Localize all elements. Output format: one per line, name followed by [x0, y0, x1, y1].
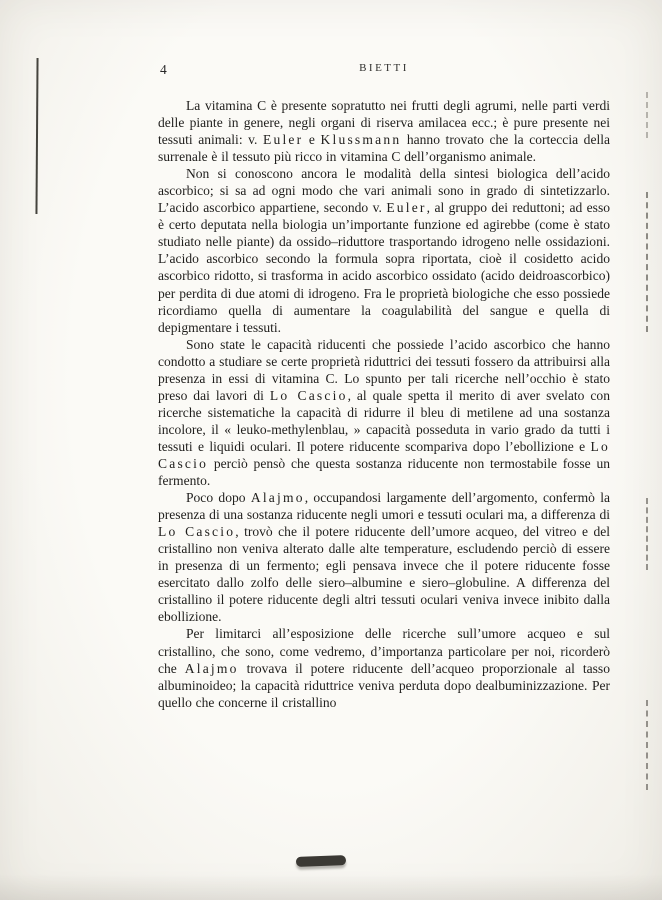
text-segment: , occupandosi largamente dell’argomento, confermò la presenza di una sostanza riducente negli umori e tessuti oculari ma, a differenza di — [158, 490, 610, 523]
scan-artifact-right-dash — [646, 192, 648, 332]
page-content — [158, 62, 610, 711]
bottom-edge-shade — [0, 874, 662, 900]
text-segment: trovava il potere riducente dell’acqueo proporzionale al tasso albuminoideo; la capacità riduttrice veniva perduta dopo dealbuminizzazione. Per quello che concerne il cristallino — [158, 660, 610, 710]
paragraph — [158, 489, 610, 625]
paragraph — [158, 165, 610, 335]
text-segment: Lo Cascio — [158, 524, 236, 540]
text-segment: Lo Cascio — [269, 387, 348, 403]
scan-artifact-right-dash — [646, 700, 648, 790]
running-title: BIETTI — [359, 62, 409, 74]
scan-artifact-right-dash — [646, 92, 648, 138]
text-block — [158, 97, 610, 711]
text-segment: perciò pensò che questa sostanza riducente non termostabile fosse un fermento. — [158, 455, 610, 489]
text-segment: Alajmo — [184, 660, 239, 676]
paragraph — [158, 97, 610, 165]
text-segment: Alajmo — [250, 490, 305, 506]
scan-artifact-right-dash — [646, 498, 648, 570]
paragraph — [158, 336, 610, 489]
page-header — [158, 62, 610, 78]
text-segment: Poco dopo — [186, 490, 251, 506]
text-segment: Klussmann — [320, 132, 402, 148]
text-segment: Per limitarci all’esposizione delle ricerche sull’umore acqueo e sul cristallino, che sono, come vedremo, d’importanza particolare per noi, ricorderò che — [158, 626, 610, 676]
text-segment: La vitamina C è presente sopratutto nei frutti degli agrumi, nelle parti verdi delle piante in genere, negli organi di riserva amilacea ecc.; è pure presente nei tessuti animali: v. — [158, 98, 610, 148]
text-segment: Sono state le capacità riducenti che possiede l’acido ascorbico che hanno condotto a studiare se certe proprietà riduttrici dei tessuti fossero da attribuirsi alla presenza in essi di vitamina C. Lo spunto per tali ricerche nell’occhio è stato preso dai lavori di — [158, 336, 610, 403]
page-number: 4 — [160, 62, 167, 77]
paragraph — [158, 625, 610, 710]
text-segment: Lo Cascio — [158, 438, 610, 471]
text-segment: , al quale spetta il merito di aver svelato con ricerche sistematiche la capacità di ridurre il bleu di metilene ad una sostanza incolore, il « leuko-methylenblau, » capacità posseduta in vario grado da tutti i tessuti e liquidi oculari. Il potere riducente scompariva dopo l’ebollizione e — [158, 387, 610, 454]
text-segment: hanno trovato che la corteccia della surrenale è il tessuto più ricco in vitamina C dell’organismo animale. — [158, 132, 610, 165]
text-segment: e — [303, 132, 321, 148]
ink-smudge — [296, 855, 346, 867]
text-segment: , al gruppo dei reduttoni; ad esso è certo deputata nella biologia un’importante funzione ed agirebbe (come è stato studiato nelle piante) da ossido–riduttore trasportando idrogeno nelle ossidazioni. L’acido ascorbico secondo la formula sopra riportata, cioè il cosidetto acido ascorbico ridotto, si trasforma in acido ascorbico ossidato (acido deidroascorbico) per perdita di due atomi di idrogeno. Fra le proprietà biologiche che esso possiede ricordiamo quella di aumentare la coagulabilità del sangue e quella di depigmentare i tessuti. — [158, 200, 610, 335]
text-segment: Non si conoscono ancora le modalità della sintesi biologica dell’acido ascorbico; si sa ad ogni modo che vari animali sono in grado di sintetizzarlo. L’acido ascorbico appartiene, secondo v. — [158, 166, 610, 216]
scan-artifact-left-line — [35, 58, 38, 214]
text-segment: Euler — [263, 132, 304, 148]
text-segment: , trovò che il potere riducente dell’umore acqueo, del vitreo e del cristallino non veniva alterato dalle alte temperature, escludendo perciò di essere in presenza di un fermento; egli pensava invece che il potere riducente fosse esercitato dallo zolfo delle siero–albumine e siero–globuline. A differenza del cristallino il potere riducente degli altri tessuti oculari veniva invece inibito dalla ebollizione. — [158, 524, 610, 625]
text-segment: Euler — [386, 200, 427, 216]
